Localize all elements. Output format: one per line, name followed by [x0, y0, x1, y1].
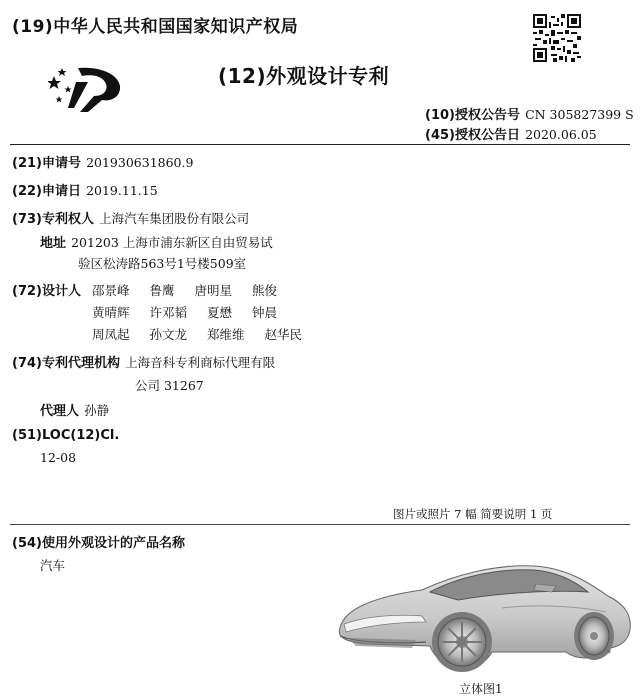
- designer-name: 夏懋: [207, 305, 233, 320]
- qr-code-icon: [533, 14, 581, 62]
- agent-value: 孙静: [84, 403, 110, 418]
- application-number-row: [12, 152, 193, 171]
- product-name-label: (54)使用外观设计的产品名称: [12, 536, 185, 551]
- grant-date-label: (45)授权公告日: [425, 128, 520, 143]
- patentee-label: (73)专利权人: [12, 212, 94, 227]
- designer-name: 钟晨: [252, 305, 278, 320]
- application-number-value: 201930631860.9: [86, 155, 194, 170]
- loc-value: 12-08: [40, 450, 77, 465]
- designer-name: 周凤起: [92, 327, 130, 342]
- application-date-value: 2019.11.15: [86, 183, 158, 198]
- figure-caption: 立体图1: [459, 682, 503, 696]
- office-name: (19)中华人民共和国国家知识产权局: [12, 17, 299, 37]
- grant-number-label: (10)授权公告号: [425, 108, 520, 123]
- designers-row: [12, 280, 81, 299]
- application-date-label: (22)申请日: [12, 184, 81, 199]
- designer-name: 熊俊: [252, 283, 278, 298]
- designers-line-2: [92, 303, 297, 321]
- car-drawing: [326, 556, 636, 682]
- designer-name: 孙文龙: [149, 327, 188, 342]
- application-number-label: (21)申请号: [12, 156, 81, 171]
- address-row: [40, 232, 273, 251]
- agency-row: [12, 352, 275, 371]
- patentee-row: [12, 208, 249, 227]
- designer-name: 郑维维: [207, 327, 245, 342]
- agency-line-2: 公司 31267: [135, 378, 204, 393]
- address-label: 地址: [40, 236, 67, 251]
- application-date-row: [12, 180, 158, 199]
- patentee-value: 上海汽车集团股份有限公司: [99, 211, 250, 226]
- designers-line-1: [92, 281, 297, 299]
- agent-label: 代理人: [40, 404, 80, 419]
- agency-label: (74)专利代理机构: [12, 356, 120, 371]
- designers-label: (72)设计人: [12, 284, 81, 299]
- designer-name: 邵景峰: [92, 283, 130, 298]
- section-divider: [10, 524, 630, 525]
- document-type: (12)外观设计专利: [218, 64, 390, 88]
- address-line-1: 201203 上海市浦东新区自由贸易试: [71, 235, 273, 250]
- product-name-value: 汽车: [40, 558, 66, 573]
- loc-label: (51)LOC(12)Cl.: [12, 428, 120, 443]
- grant-date-row: [425, 124, 597, 143]
- grant-date-value: 2020.06.05: [525, 127, 597, 142]
- figures-note: 图片或照片 7 幅 简要说明 1 页: [393, 507, 553, 521]
- designer-name: 黄晴辉: [92, 305, 130, 320]
- grant-number-row: [425, 104, 634, 123]
- designer-name: 鲁鹰: [149, 283, 175, 298]
- agency-line-1: 上海音科专利商标代理有限: [125, 355, 276, 370]
- designers-line-3: [92, 325, 322, 343]
- grant-number-value: CN 305827399 S: [525, 107, 634, 122]
- designer-name: 赵华民: [264, 327, 303, 342]
- cnipa-emblem-icon: [48, 64, 126, 116]
- designer-name: 许邓韬: [149, 305, 188, 320]
- designer-name: 唐明星: [194, 283, 233, 298]
- address-line-2: 验区松涛路563号1号楼509室: [78, 256, 247, 271]
- agent-row: [40, 400, 109, 419]
- header-divider: [10, 144, 630, 145]
